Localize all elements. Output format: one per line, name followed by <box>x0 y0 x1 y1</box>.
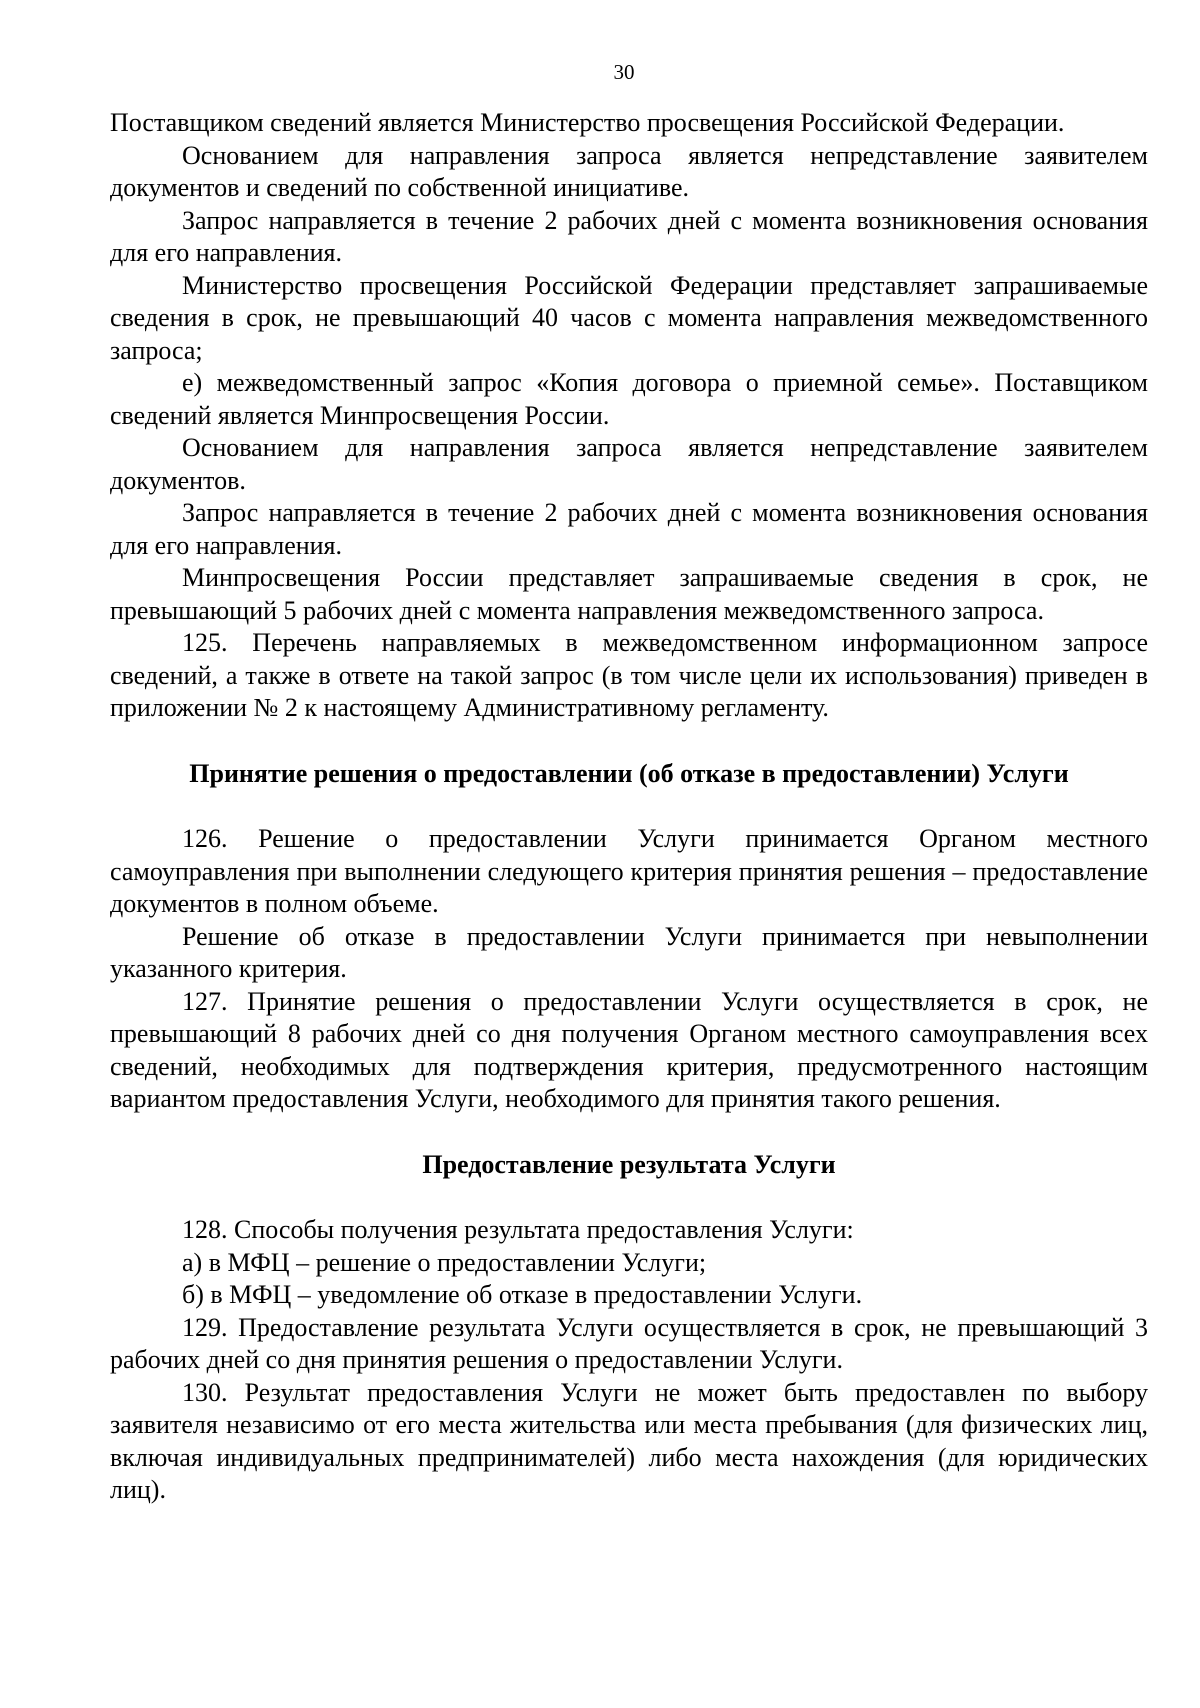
paragraph: 126. Решение о предоставлении Услуги принимается Органом местного самоуправления при выполнении следующего критерия принятия решения – предоставление документов в полном объеме. <box>110 824 1148 918</box>
paragraph: Запрос направляется в течение 2 рабочих дней с момента возникновения основания для его направления. <box>110 205 1148 267</box>
paragraph: Минпросвещения России представляет запрашиваемые сведения в срок, не превышающий 5 рабочих дней с момента направления межведомственного запроса. <box>110 563 1148 625</box>
paragraph: Основанием для направления запроса является непредставление заявителем документов. <box>110 433 1148 495</box>
section-heading: Принятие решения о предоставлении (об отказе в предоставлении) Услуги <box>189 758 1069 788</box>
paragraph: 128. Способы получения результата предоставления Услуги: <box>182 1215 854 1244</box>
paragraph: Решение об отказе в предоставлении Услуги принимается при невыполнении указанного критерия. <box>110 921 1148 983</box>
page-content <box>110 107 1148 1507</box>
paragraph: б) в МФЦ – уведомление об отказе в предоставлении Услуги. <box>182 1280 863 1309</box>
paragraph: 130. Результат предоставления Услуги не может быть предоставлен по выбору заявителя независимо от его места жительства или места пребывания (для физических лиц, включая индивидуальных предпринимателей) либо места нахождения (для юридических лиц). <box>110 1377 1148 1504</box>
section-heading: Предоставление результата Услуги <box>422 1149 836 1179</box>
paragraph: Поставщиком сведений является Министерство просвещения Российской Федерации. <box>110 108 1065 137</box>
paragraph: е) межведомственный запрос «Копия договора о приемной семье». Поставщиком сведений является Минпросвещения России. <box>110 368 1148 430</box>
paragraph: Министерство просвещения Российской Федерации представляет запрашиваемые сведения в срок, не превышающий 40 часов с момента направления межведомственного запроса; <box>110 270 1148 365</box>
paragraph: 127. Принятие решения о предоставлении Услуги осуществляется в срок, не превышающий 8 рабочих дней со дня получения Органом местного самоуправления всех сведений, необходимых для подтверждения критерия, предусмотренного настоящим вариантом предоставления Услуги, необходимого для принятия такого решения. <box>110 986 1148 1113</box>
paragraph: Основанием для направления запроса является непредставление заявителем документов и сведений по собственной инициативе. <box>110 140 1148 202</box>
paragraph: Запрос направляется в течение 2 рабочих дней с момента возникновения основания для его направления. <box>110 498 1148 560</box>
paragraph: 125. Перечень направляемых в межведомственном информационном запросе сведений, а также в ответе на такой запрос (в том числе цели их использования) приведен в приложении № 2 к настоящему Административному регламенту. <box>110 628 1148 722</box>
paragraph: 129. Предоставление результата Услуги осуществляется в срок, не превышающий 3 рабочих дней со дня принятия решения о предоставлении Услуги. <box>110 1312 1148 1374</box>
paragraph: а) в МФЦ – решение о предоставлении Услуги; <box>182 1247 707 1277</box>
page-number: 30 <box>613 60 635 84</box>
